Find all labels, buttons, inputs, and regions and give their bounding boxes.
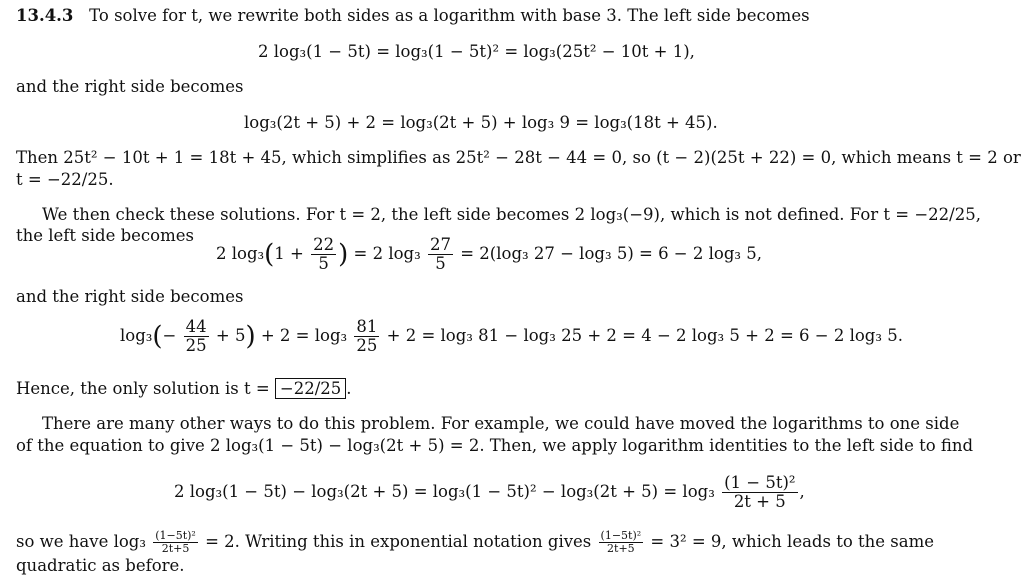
paragraph-quadratic-cont: t = −22/25. <box>16 170 114 189</box>
paragraph-right-check-intro: and the right side becomes <box>16 287 244 306</box>
equation-alternative: 2 log₃(1 − 5t) − log₃(2t + 5) = log₃(1 − 5t)² − log₃(2t + 5) = log₃ $\frac{\text{(1 − 5t)²}}{2t + 5}$ , <box>174 473 805 512</box>
paragraph-intro <box>16 6 883 27</box>
paragraph-final: quadratic as before. <box>16 556 185 575</box>
fraction-22-5: $\frac{22}{5}$ <box>313 235 335 274</box>
paragraph-conclusion: Hence, the only solution is t = −22/25 . <box>16 379 352 398</box>
equation-left-side: 2 log₃(1 − 5t) = log₃(1 − 5t)² = log₃(25t² − 10t + 1), <box>258 42 695 61</box>
fraction-27-5: $\frac{27}{5}$ <box>429 235 451 274</box>
equation-check-left: 2 log₃(1 + $\frac{22}{5}$ ) = 2 log₃ $\frac{27}{5}$ = 2(log₃ 27 − log₃ 5) = 6 − 2 log₃ 5, <box>216 235 762 274</box>
small-fraction-2: $\frac{\text{(1−5t)²}}{2t+5}$ <box>600 529 642 556</box>
equation-check-right: log₃(− $\frac{44}{25}$ + 5) + 2 = log₃ $\frac{81}{25}$ + 2 = log₃ 81 − log₃ 25 + 2 = 4 − 2 log₃ 5 + 2 = 6 − 2 log₃ 5. <box>120 317 903 356</box>
paragraph-check: We then check these solutions. For t = 2, the left side becomes 2 log₃(−9), which is not defined. For t = −22/25, <box>42 205 981 224</box>
fraction-81-25: $\frac{81}{25}$ <box>356 317 378 356</box>
intro-text: To solve for t, we rewrite both sides as a logarithm with base 3. The left side becomes <box>89 6 810 25</box>
paragraph-exponential: so we have log₃ $\frac{\text{(1−5t)²}}{2t+5}$ = 2. Writing this in exponential notation gives $\frac{\text{(1−5t)²}}{2t+5}$ = 3² = 9, which leads to the same <box>16 529 934 556</box>
paragraph-alternative: There are many other ways to do this problem. For example, we could have moved the logarithms to one side <box>42 414 960 433</box>
small-fraction-1: $\frac{\text{(1−5t)²}}{2t+5}$ <box>155 529 196 556</box>
paragraph-right-side-intro: and the right side becomes <box>16 77 244 96</box>
problem-number: 13.4.3 <box>16 6 74 25</box>
paragraph-check-cont: the left side becomes <box>16 226 194 245</box>
paragraph-alternative-cont: of the equation to give 2 log₃(1 − 5t) − log₃(2t + 5) = 2. Then, we apply logarithm identities to the left side to find <box>16 436 974 455</box>
paragraph-quadratic: Then 25t² − 10t + 1 = 18t + 45, which simplifies as 25t² − 28t − 44 = 0, so (t − 2)(25t + 22) = 0, which means t = 2 or <box>16 148 1021 167</box>
fraction-44-25: $\frac{44}{25}$ <box>185 317 207 356</box>
boxed-answer: −22/25 <box>275 378 346 399</box>
equation-right-side: log₃(2t + 5) + 2 = log₃(2t + 5) + log₃ 9 = log₃(18t + 45). <box>244 113 718 132</box>
fraction-alternative: $\frac{\text{(1 − 5t)²}}{2t + 5}$ <box>724 473 796 512</box>
